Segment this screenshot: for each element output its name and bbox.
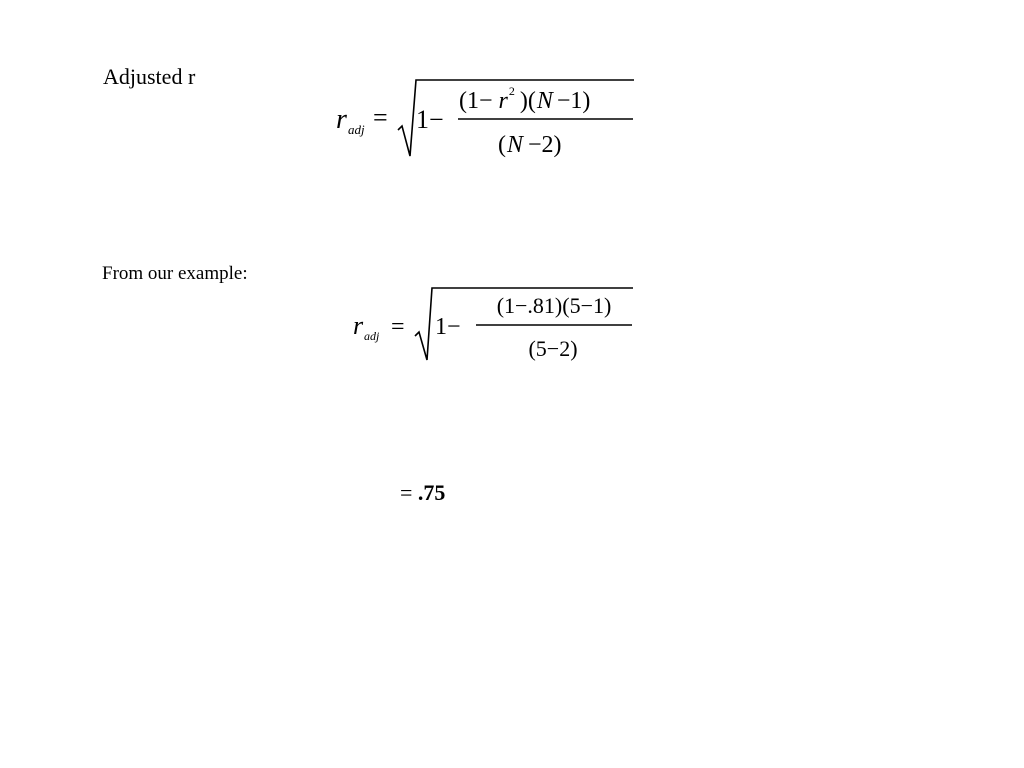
- lhs-subscript: adj: [348, 122, 365, 137]
- equals-sign: =: [373, 103, 388, 132]
- numerator: ($1- r^2$ )(N −1): [459, 84, 591, 114]
- formula-example: [345, 280, 645, 370]
- lhs-subscript: adj: [364, 329, 380, 343]
- numerator: (1−.81)(5−1): [496, 293, 612, 318]
- lhs-variable: r: [353, 311, 364, 340]
- denominator: (N −2): [498, 132, 562, 158]
- one-minus: 1−: [416, 105, 444, 134]
- heading-from-our-example: From our example:: [102, 263, 248, 284]
- equals-sign: =: [391, 314, 405, 340]
- lhs-variable: r: [336, 104, 347, 135]
- result-value: .75: [417, 480, 446, 505]
- heading-adjusted-r: Adjusted r: [103, 64, 196, 89]
- one-minus: 1−: [435, 314, 461, 340]
- result: [400, 480, 445, 506]
- result-equals: =: [400, 480, 413, 505]
- formula-general: [330, 70, 650, 170]
- denominator: (5−2): [528, 336, 578, 361]
